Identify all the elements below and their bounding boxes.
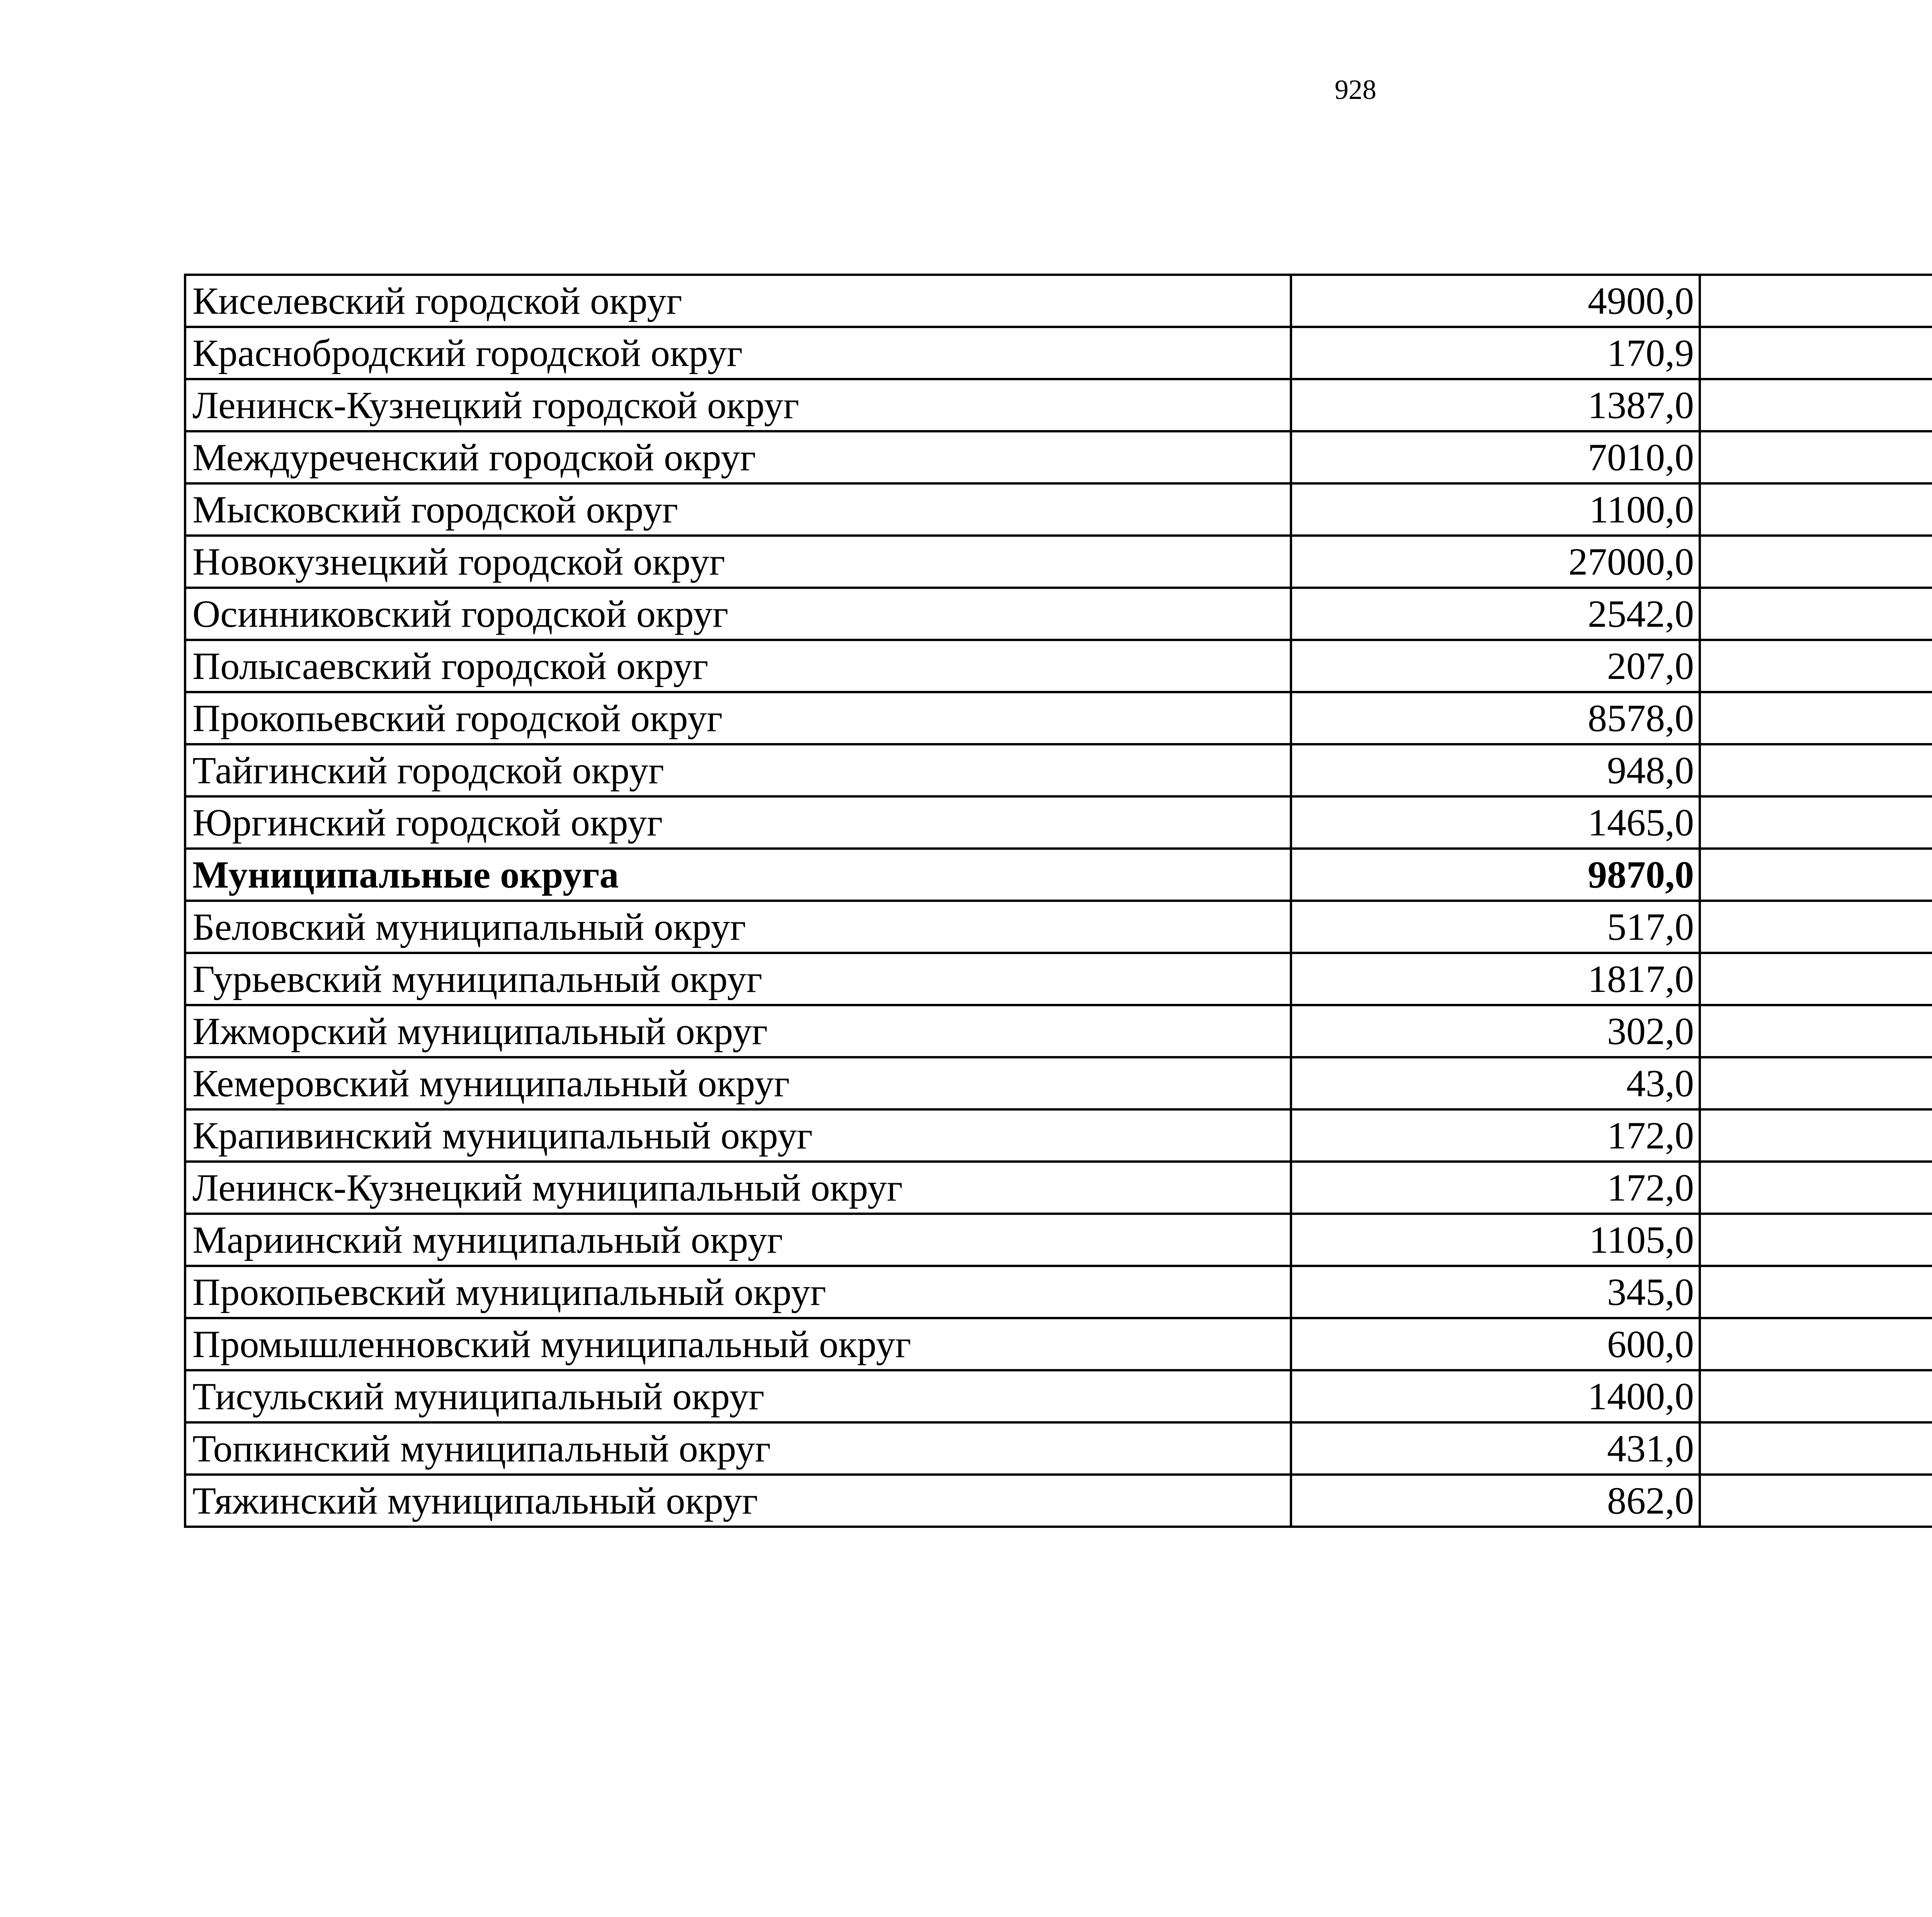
row-name-cell: Тайгинский городской округ <box>185 744 1291 796</box>
row-value-2-cell <box>1700 379 1932 431</box>
row-value-1-cell: 431,0 <box>1291 1422 1700 1475</box>
row-name-cell: Ижморский муниципальный округ <box>185 1005 1291 1057</box>
row-name-cell: Тисульский муниципальный округ <box>185 1370 1291 1422</box>
row-value-1-cell: 517,0 <box>1291 901 1700 953</box>
table-row <box>185 953 1932 1005</box>
row-value-1-cell: 4900,0 <box>1291 275 1700 327</box>
row-value-2-cell <box>1700 588 1932 640</box>
row-value-1-cell: 2542,0 <box>1291 588 1700 640</box>
row-name-cell: Кемеровский муниципальный округ <box>185 1057 1291 1109</box>
row-value-1-cell: 948,0 <box>1291 744 1700 796</box>
row-name-cell: Гурьевский муниципальный округ <box>185 953 1291 1005</box>
row-value-1-cell: 172,0 <box>1291 1162 1700 1214</box>
table-row <box>185 1475 1932 1527</box>
table-row <box>185 1005 1932 1057</box>
row-value-1-cell: 9870,0 <box>1291 849 1700 901</box>
row-name-cell: Прокопьевский городской округ <box>185 692 1291 744</box>
row-value-2-cell <box>1700 1422 1932 1475</box>
table-row <box>185 692 1932 744</box>
row-value-1-cell: 1100,0 <box>1291 483 1700 536</box>
row-value-1-cell: 43,0 <box>1291 1057 1700 1109</box>
table-row <box>185 901 1932 953</box>
row-value-2-cell <box>1700 536 1932 588</box>
row-name-cell: Прокопьевский муниципальный округ <box>185 1266 1291 1318</box>
row-value-1-cell: 170,9 <box>1291 327 1700 379</box>
table-row <box>185 1214 1932 1266</box>
row-value-1-cell: 1465,0 <box>1291 796 1700 849</box>
row-value-2-cell <box>1700 1266 1932 1318</box>
table-row <box>185 849 1932 901</box>
row-value-2-cell <box>1700 744 1932 796</box>
table-row <box>185 1162 1932 1214</box>
table-row <box>185 483 1932 536</box>
row-name-cell: Муниципальные округа <box>185 849 1291 901</box>
table-row <box>185 588 1932 640</box>
row-name-cell: Топкинский муниципальный округ <box>185 1422 1291 1475</box>
data-table <box>184 274 1932 1528</box>
table-body <box>185 275 1932 1527</box>
table-row <box>185 640 1932 692</box>
row-name-cell: Тяжинский муниципальный округ <box>185 1475 1291 1527</box>
row-name-cell: Мысковский городской округ <box>185 483 1291 536</box>
table-row <box>185 796 1932 849</box>
table-row <box>185 275 1932 327</box>
table-row <box>185 1370 1932 1422</box>
row-name-cell: Ленинск-Кузнецкий городской округ <box>185 379 1291 431</box>
row-value-1-cell: 1817,0 <box>1291 953 1700 1005</box>
row-value-2-cell <box>1700 1475 1932 1527</box>
row-value-2-cell <box>1700 431 1932 483</box>
row-name-cell: Беловский муниципальный округ <box>185 901 1291 953</box>
row-value-2-cell <box>1700 796 1932 849</box>
row-value-2-cell <box>1700 849 1932 901</box>
row-value-1-cell: 302,0 <box>1291 1005 1700 1057</box>
table-row <box>185 1422 1932 1475</box>
table-row <box>185 379 1932 431</box>
row-name-cell: Осинниковский городской округ <box>185 588 1291 640</box>
row-value-1-cell: 1400,0 <box>1291 1370 1700 1422</box>
row-value-2-cell <box>1700 640 1932 692</box>
row-name-cell: Юргинский городской округ <box>185 796 1291 849</box>
table-row <box>185 536 1932 588</box>
row-value-1-cell: 600,0 <box>1291 1318 1700 1370</box>
row-name-cell: Полысаевский городской округ <box>185 640 1291 692</box>
table-row <box>185 431 1932 483</box>
row-name-cell: Киселевский городской округ <box>185 275 1291 327</box>
row-value-1-cell: 207,0 <box>1291 640 1700 692</box>
row-value-2-cell <box>1700 901 1932 953</box>
row-name-cell: Краснобродский городской округ <box>185 327 1291 379</box>
row-value-1-cell: 8578,0 <box>1291 692 1700 744</box>
row-value-2-cell <box>1700 1370 1932 1422</box>
row-value-1-cell: 862,0 <box>1291 1475 1700 1527</box>
row-value-1-cell: 1105,0 <box>1291 1214 1700 1266</box>
table-row <box>185 1057 1932 1109</box>
row-value-2-cell <box>1700 692 1932 744</box>
row-value-2-cell <box>1700 1057 1932 1109</box>
table-row <box>185 1318 1932 1370</box>
row-value-2-cell <box>1700 327 1932 379</box>
row-name-cell: Ленинск-Кузнецкий муниципальный округ <box>185 1162 1291 1214</box>
row-value-1-cell: 7010,0 <box>1291 431 1700 483</box>
row-value-2-cell <box>1700 1109 1932 1162</box>
row-value-2-cell <box>1700 1162 1932 1214</box>
row-name-cell: Мариинский муниципальный округ <box>185 1214 1291 1266</box>
row-name-cell: Новокузнецкий городской округ <box>185 536 1291 588</box>
row-value-2-cell <box>1700 275 1932 327</box>
row-value-1-cell: 27000,0 <box>1291 536 1700 588</box>
row-name-cell: Промышленновский муниципальный округ <box>185 1318 1291 1370</box>
row-value-2-cell <box>1700 483 1932 536</box>
table-row <box>185 744 1932 796</box>
page-number: 928 <box>1335 74 1376 105</box>
table-row <box>185 1109 1932 1162</box>
row-value-2-cell <box>1700 1214 1932 1266</box>
table-row <box>185 327 1932 379</box>
row-value-2-cell <box>1700 1318 1932 1370</box>
row-value-2-cell <box>1700 1005 1932 1057</box>
row-value-1-cell: 1387,0 <box>1291 379 1700 431</box>
row-value-2-cell <box>1700 953 1932 1005</box>
row-name-cell: Междуреченский городской округ <box>185 431 1291 483</box>
row-value-1-cell: 345,0 <box>1291 1266 1700 1318</box>
table-row <box>185 1266 1932 1318</box>
row-value-1-cell: 172,0 <box>1291 1109 1700 1162</box>
row-name-cell: Крапивинский муниципальный округ <box>185 1109 1291 1162</box>
